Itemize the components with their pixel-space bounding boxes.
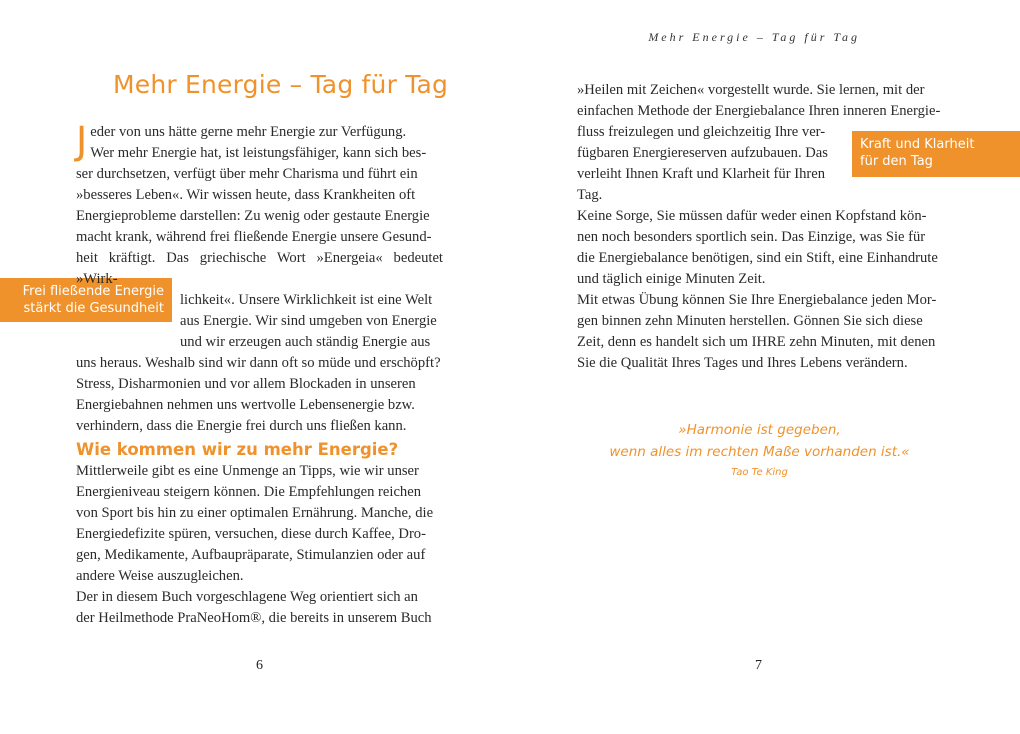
section-heading: Wie kommen wir zu mehr Energie? — [76, 440, 399, 459]
text-line: andere Weise auszugleichen. — [76, 568, 244, 584]
text-line: von Sport bis hin zu einer optimalen Ernährung. Manche, die — [76, 505, 434, 521]
text-line: macht krank, während frei fließende Energie unsere Gesund- — [76, 229, 432, 245]
quote-block — [577, 419, 942, 478]
text-line: Keine Sorge, Sie müssen dafür weder einen Kopfstand kön- — [577, 208, 927, 224]
text-line: verleiht Ihnen Kraft und Klarheit für Ihren — [577, 166, 825, 182]
intro-paragraph — [76, 119, 443, 437]
margin-note-line: für den Tag — [860, 154, 933, 169]
text-line: gen, Medikamente, Aufbaupräparate, Stimulanzien oder auf — [76, 547, 426, 563]
text-line: Mittlerweile gibt es eine Unmenge an Tipps, wie wir unser — [76, 463, 419, 479]
text-line: gen binnen zehn Minuten herstellen. Gönnen Sie sich diese — [577, 313, 923, 329]
text-line: Tag. — [577, 187, 603, 203]
drop-cap: J — [76, 119, 88, 163]
margin-note-line: stärkt die Gesundheit — [23, 301, 164, 316]
text-line: uns heraus. Weshalb sind wir dann oft so müde und erschöpft? — [76, 355, 441, 371]
text-line: lichkeit«. Unsere Wirklichkeit ist eine Welt — [180, 292, 433, 308]
text-line: einfachen Methode der Energiebalance Ihren inneren Energie- — [577, 103, 941, 119]
page-number: 6 — [256, 658, 263, 673]
text-line: die Energiebalance benötigen, sind ein Stift, eine Einhandrute — [577, 250, 938, 266]
quote-line: wenn alles im rechten Maße vorhanden ist.« — [609, 444, 910, 460]
quote-line: »Harmonie ist gegeben, — [678, 422, 841, 438]
text-line: Der in diesem Buch vorgeschlagene Weg orientiert sich an — [76, 589, 418, 605]
text-line: ser durchsetzen, verfügt über mehr Charisma und führt ein — [76, 166, 418, 182]
page-number-right: 7 — [755, 658, 762, 673]
text-line: und wir erzeugen auch ständig Energie aus — [180, 334, 431, 350]
text-line: Zeit, denn es handelt sich um IHRE zehn Minuten, mit denen — [577, 334, 936, 350]
text-line: Mit etwas Übung können Sie Ihre Energiebalance jeden Mor- — [577, 292, 937, 308]
text-line: heit kräftigt. Das griechische Wort »Energeia« bedeutet »Wirk- — [76, 250, 443, 287]
text-line: nen noch besonders sportlich sein. Das Einzige, was Sie für — [577, 229, 926, 245]
text-line: verhindern, dass die Energie frei durch uns fließen kann. — [76, 418, 407, 434]
text-line: eder von uns hätte gerne mehr Energie zur Verfügung. — [90, 124, 407, 140]
text-line: Stress, Disharmonien und vor allem Blockaden in unseren — [76, 376, 416, 392]
text-line: Energiebahnen nehmen uns wertvolle Lebensenergie bzw. — [76, 397, 415, 413]
text-line: »Heilen mit Zeichen« vorgestellt wurde. Sie lernen, mit der — [577, 82, 925, 98]
text-line: aus Energie. Wir sind umgeben von Energie — [180, 313, 437, 329]
text-line: Energiedefizite spüren, versuchen, diese durch Kaffee, Dro- — [76, 526, 426, 542]
text-line: der Heilmethode PraNeoHom®, die bereits in unserem Buch — [76, 610, 432, 626]
text-line: Wer mehr Energie hat, ist leistungsfähiger, kann sich bes- — [90, 145, 427, 161]
text-line: »besseres Leben«. Wir wissen heute, dass Krankheiten oft — [76, 187, 416, 203]
text-line: Sie die Qualität Ihres Tages und Ihres Lebens verändern. — [577, 355, 908, 371]
text-line: Energieprobleme darstellen: Zu wenig oder gestaute Energie — [76, 208, 430, 224]
text-line: fluss freizulegen und gleichzeitig Ihre ver- — [577, 124, 826, 140]
page-title: Mehr Energie – Tag für Tag — [113, 70, 449, 99]
right-body — [577, 80, 942, 374]
margin-note-line: Kraft und Klarheit — [860, 137, 975, 152]
section-paragraph — [76, 461, 443, 629]
text-line: Energieniveau steigern können. Die Empfehlungen reichen — [76, 484, 421, 500]
text-line: fügbaren Energiereserven aufzubauen. Das — [577, 145, 828, 161]
running-head: Mehr Energie – Tag für Tag — [648, 30, 860, 44]
quote-source: Tao Te King — [731, 467, 788, 478]
text-line: und täglich einige Minuten Zeit. — [577, 271, 766, 287]
margin-note-line: Frei fließende Energie — [22, 284, 164, 299]
